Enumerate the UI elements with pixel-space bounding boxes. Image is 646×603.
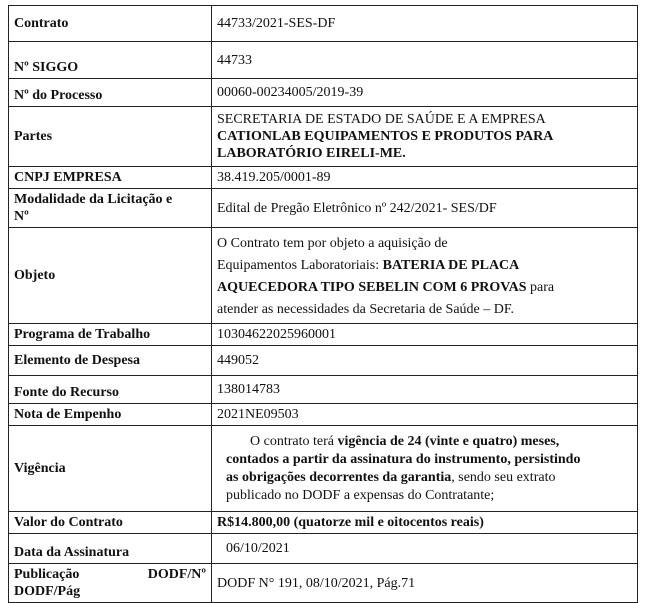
value-cnpj: 38.419.205/0001-89 bbox=[212, 167, 638, 189]
row-valor bbox=[9, 512, 638, 534]
value-contrato: 44733/2021-SES-DF bbox=[212, 6, 638, 42]
label-valor: Valor do Contrato bbox=[9, 512, 212, 534]
value-fonte: 138014783 bbox=[212, 376, 638, 404]
row-programa bbox=[9, 324, 638, 346]
value-modalidade: Edital de Pregão Eletrônico nº 242/2021- SES/DF bbox=[212, 189, 638, 228]
partes-line-2: CATIONLAB EQUIPAMENTOS E PRODUTOS PARA bbox=[217, 129, 554, 144]
value-processo: 00060-00234005/2019-39 bbox=[212, 79, 638, 107]
label-fonte: Fonte do Recurso bbox=[9, 376, 212, 404]
row-objeto bbox=[9, 228, 638, 324]
value-partes bbox=[212, 107, 638, 167]
contract-summary-table bbox=[8, 5, 638, 603]
row-empenho bbox=[9, 404, 638, 426]
row-contrato bbox=[9, 6, 638, 42]
label-vigencia: Vigência bbox=[9, 426, 212, 512]
value-siggo: 44733 bbox=[212, 42, 638, 79]
label-publicacao: Publicação DODF/Nº DODF/Pág bbox=[9, 564, 212, 603]
row-fonte bbox=[9, 376, 638, 404]
label-programa: Programa de Trabalho bbox=[9, 324, 212, 346]
label-empenho: Nota de Empenho bbox=[9, 404, 212, 426]
label-modalidade: Modalidade da Licitação e Nº bbox=[9, 189, 212, 228]
row-modalidade bbox=[9, 189, 638, 228]
label-partes: Partes bbox=[9, 107, 212, 167]
row-assinatura bbox=[9, 534, 638, 564]
partes-line-1: SECRETARIA DE ESTADO DE SAÚDE E A EMPRESA bbox=[217, 112, 546, 127]
value-programa: 10304622025960001 bbox=[212, 324, 638, 346]
row-processo bbox=[9, 79, 638, 107]
label-elemento: Elemento de Despesa bbox=[9, 346, 212, 376]
label-processo: Nº do Processo bbox=[9, 79, 212, 107]
value-vigencia: O contrato terá vigência de 24 (vinte e quatro) meses, contados a partir da assinatura do instrumento, persistindo as obrigações decorrentes da garantia, sendo seu extrato publicado no DODF a expensas do Contratante; bbox=[212, 426, 638, 512]
value-publicacao: DODF N° 191, 08/10/2021, Pág.71 bbox=[212, 564, 638, 603]
row-siggo bbox=[9, 42, 638, 79]
label-siggo: Nº SIGGO bbox=[9, 42, 212, 79]
label-cnpj: CNPJ EMPRESA bbox=[9, 167, 212, 189]
label-contrato: Contrato bbox=[9, 6, 212, 42]
partes-line-3: LABORATÓRIO EIRELI-ME. bbox=[217, 146, 406, 161]
value-valor: R$14.800,00 (quatorze mil e oitocentos reais) bbox=[212, 512, 638, 534]
row-publicacao bbox=[9, 564, 638, 603]
label-objeto: Objeto bbox=[9, 228, 212, 324]
row-vigencia bbox=[9, 426, 638, 512]
value-empenho: 2021NE09503 bbox=[212, 404, 638, 426]
value-objeto: O Contrato tem por objeto a aquisição de Equipamentos Laboratoriais: BATERIA DE PLACA AQUECEDORA TIPO SEBELIN COM 6 PROVAS para atender as necessidades da Secretaria de Saúde – DF. bbox=[212, 228, 638, 324]
row-cnpj bbox=[9, 167, 638, 189]
row-elemento bbox=[9, 346, 638, 376]
value-elemento: 449052 bbox=[212, 346, 638, 376]
row-partes bbox=[9, 107, 638, 167]
label-assinatura: Data da Assinatura bbox=[9, 534, 212, 564]
value-assinatura: 06/10/2021 bbox=[212, 534, 638, 564]
